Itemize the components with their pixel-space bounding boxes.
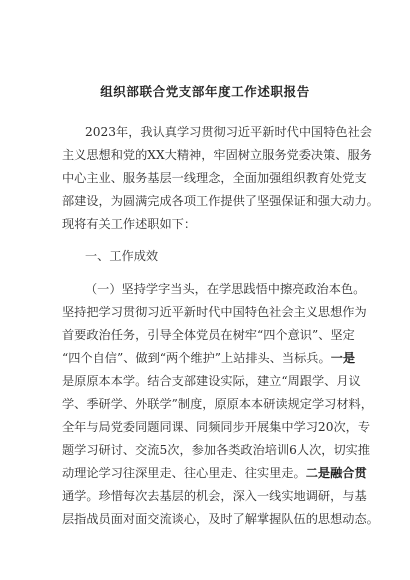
intro-line: 中心主业、服务基层一线理念，全面加强组织教育处党支 — [62, 171, 367, 185]
intro-line: 2023年，我认真学习贯彻习近平新时代中国特色社会 — [85, 125, 372, 139]
paragraph-line: 通学。珍惜每次去基层的机会，深入一线实地调研，与基 — [62, 489, 367, 503]
paragraph-line: 坚持把学习贯彻习近平新时代中国特色社会主义思想作为 — [62, 305, 367, 319]
section-heading: 一、工作成效 — [85, 249, 159, 263]
paragraph-line — [62, 466, 367, 480]
intro-line: 主义思想和党的XX大精神，牢固树立服务党委决策、服务 — [62, 148, 372, 162]
intro-line: 部建设，为圆满完成各项工作提供了坚强保证和强大动力。 — [62, 194, 379, 208]
paragraph-text: 动理论学习往深里走、往心里走、往实里走。 — [62, 466, 306, 480]
bold-marker: 二是融合贯 — [305, 466, 367, 480]
paragraph-text: “四个自信”、做到“两个维护”上站排头、当标兵。 — [62, 351, 331, 365]
paragraph-line: 学、季研学、外联学”制度，原原本本研读规定学习材料， — [62, 397, 373, 411]
paragraph-line — [62, 351, 355, 365]
bold-marker: 一是 — [330, 351, 356, 365]
paragraph-line: 层指战员面对面交流谈心，及时了解掌握队伍的思想动态。 — [62, 512, 379, 526]
paragraph-line: 是原原本本学。结合支部建设实际，建立“周跟学、月议 — [62, 374, 361, 388]
paragraph-line: 全年与局党委同题同课、同频同步开展集中学习20次，专 — [62, 420, 371, 434]
document-title: 组织部联合党支部年度工作述职报告 — [100, 84, 310, 99]
paragraph-line: 题学习研讨、交流5次，参加各类政治培训6人次，切实推 — [62, 443, 371, 457]
paragraph-line: （一）坚持学字当头，在学思践悟中擦亮政治本色。 — [85, 282, 366, 296]
intro-line: 现将有关工作述职如下： — [62, 217, 197, 231]
paragraph-line: 首要政治任务，引导全体党员在树牢“四个意识”、坚定 — [62, 328, 355, 342]
